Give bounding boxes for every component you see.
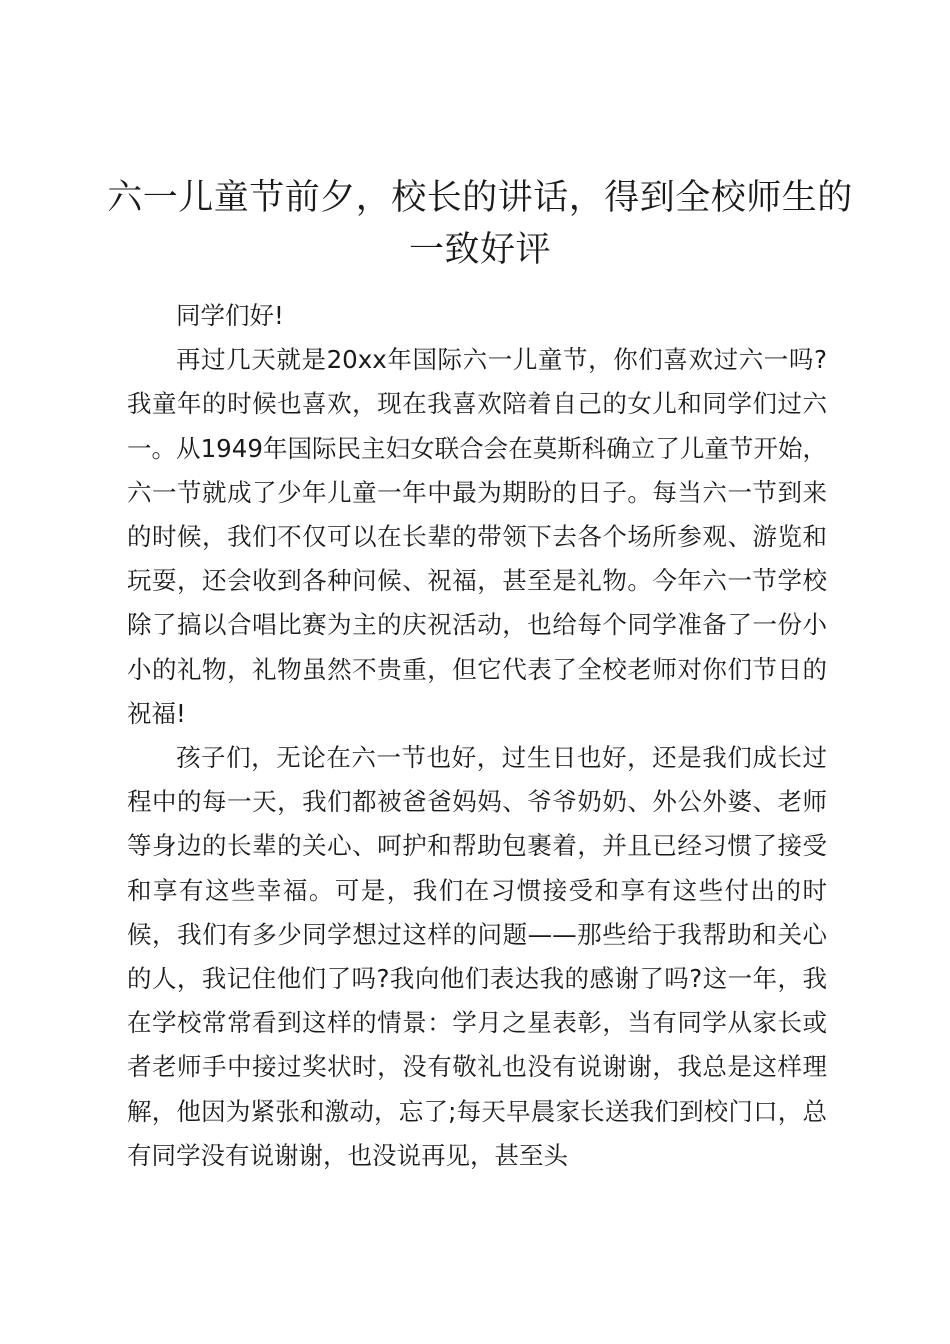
document-title: 六一儿童节前夕，校长的讲话，得到全校师生的一致好评 [107,178,853,270]
document-body [127,294,827,1178]
body-paragraph: 再过几天就是20xx年国际六一儿童节，你们喜欢过六一吗?我童年的时候也喜欢，现在我喜欢陪着自己的女儿和同学们过六一。从1949年国际民主妇女联合会在莫斯科确立了儿童节开始，六一节就成了少年儿童一年中最为期盼的日子。每当六一节到来的时候，我们不仅可以在长辈的带领下去各个场所参观、游览和玩耍，还会收到各种问候、祝福，甚至是礼物。今年六一节学校除了搞以合唱比赛为主的庆祝活动，也给每个同学准备了一份小小的礼物，礼物虽然不贵重，但它代表了全校老师对你们节日的祝福! [127,345,827,728]
greeting-paragraph: 同学们好! [176,301,284,330]
body-paragraph: 孩子们，无论在六一节也好，过生日也好，还是我们成长过程中的每一天，我们都被爸爸妈妈、爷爷奶奶、外公外婆、老师等身边的长辈的关心、呵护和帮助包裹着，并且已经习惯了接受和享有这些幸福。可是，我们在习惯接受和享有这些付出的时候，我们有多少同学想过这样的问题——那些给于我帮助和关心的人，我记住他们了吗?我向他们表达我的感谢了吗?这一年，我在学校常常看到这样的情景：学月之星表彰，当有同学从家长或者老师手中接过奖状时，没有敬礼也没有说谢谢，我总是这样理解，他因为紧张和激动，忘了;每天早晨家长送我们到校门口，总有同学没有说谢谢，也没说再见，甚至头 [127,743,827,1170]
